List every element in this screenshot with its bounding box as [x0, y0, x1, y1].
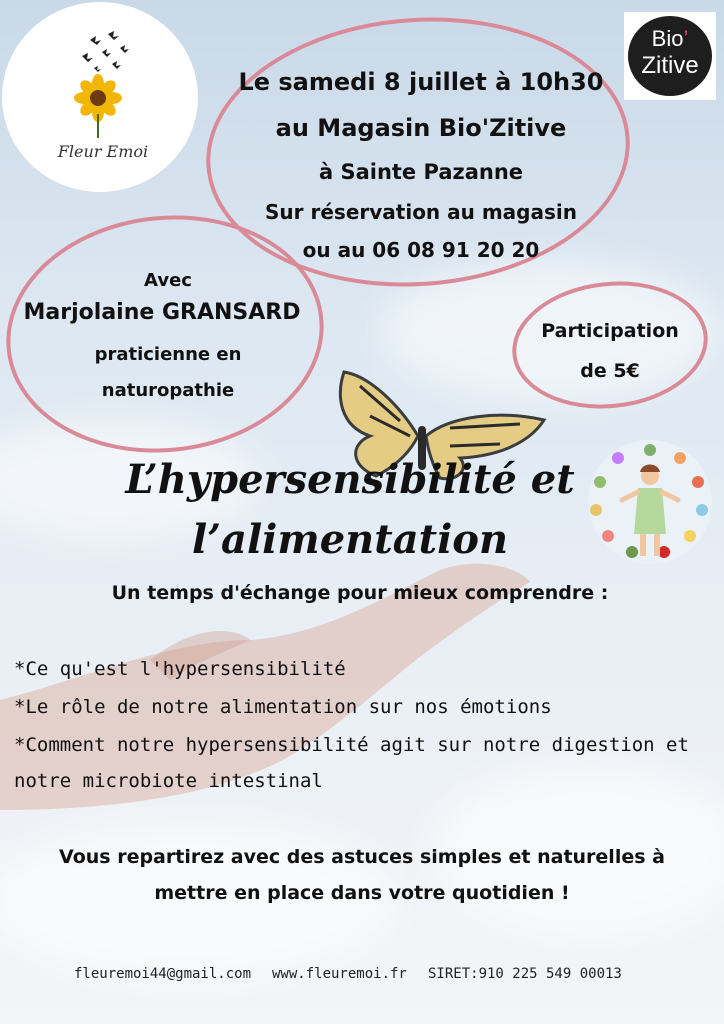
speaker-intro: Avec — [144, 270, 192, 291]
sunflower-butterflies-icon — [60, 30, 140, 140]
speaker-role-line2: naturopathie — [101, 380, 235, 401]
event-town: à Sainte Pazanne — [318, 160, 524, 184]
bio-zitive-logo-line2: Zitive — [641, 52, 699, 79]
footer-siret: SIRET:910 225 549 00013 — [428, 966, 622, 982]
fleur-emoi-logo — [2, 2, 198, 192]
event-title-line1: L’hypersensibilité et — [125, 456, 575, 503]
bullet-item: notre microbiote intestinal — [14, 770, 323, 792]
bullet-item: *Le rôle de notre alimentation sur nos émotions — [14, 696, 552, 718]
bio-zitive-logo — [624, 12, 716, 100]
event-title-line2: l’alimentation — [191, 516, 509, 563]
woman-food-illustration — [586, 438, 714, 566]
speaker-role-line1: praticienne en — [94, 344, 242, 365]
bullet-item: *Comment notre hypersensibilité agit sur notre digestion et — [14, 734, 689, 756]
bullet-item: *Ce qu'est l'hypersensibilité — [14, 658, 346, 680]
bio-zitive-logo-circle — [628, 16, 712, 96]
event-reservation: Sur réservation au magasin — [265, 200, 577, 224]
event-venue: au Magasin Bio'Zitive — [275, 114, 567, 142]
closing-line2: mettre en place dans votre quotidien ! — [154, 882, 570, 904]
speaker-name: Marjolaine GRANSARD — [23, 300, 301, 325]
footer-email[interactable]: fleuremoi44@gmail.com — [74, 966, 252, 982]
fleur-emoi-logo-text: Fleur Emoi — [57, 142, 149, 161]
price-amount: de 5€ — [580, 360, 640, 382]
event-phone: ou au 06 08 91 20 20 — [302, 238, 540, 262]
footer-website[interactable]: www.fleuremoi.fr — [272, 966, 407, 982]
intro-text: Un temps d'échange pour mieux comprendre : — [111, 582, 609, 604]
bio-zitive-logo-apostrophe: ’ — [683, 26, 689, 51]
bio-zitive-logo-line1 — [628, 26, 712, 52]
event-date: Le samedi 8 juillet à 10h30 — [238, 68, 604, 96]
price-label: Participation — [541, 320, 679, 342]
closing-line1: Vous repartirez avec des astuces simples et naturelles à — [59, 846, 665, 868]
bio-zitive-logo-bio: Bio — [651, 26, 684, 51]
